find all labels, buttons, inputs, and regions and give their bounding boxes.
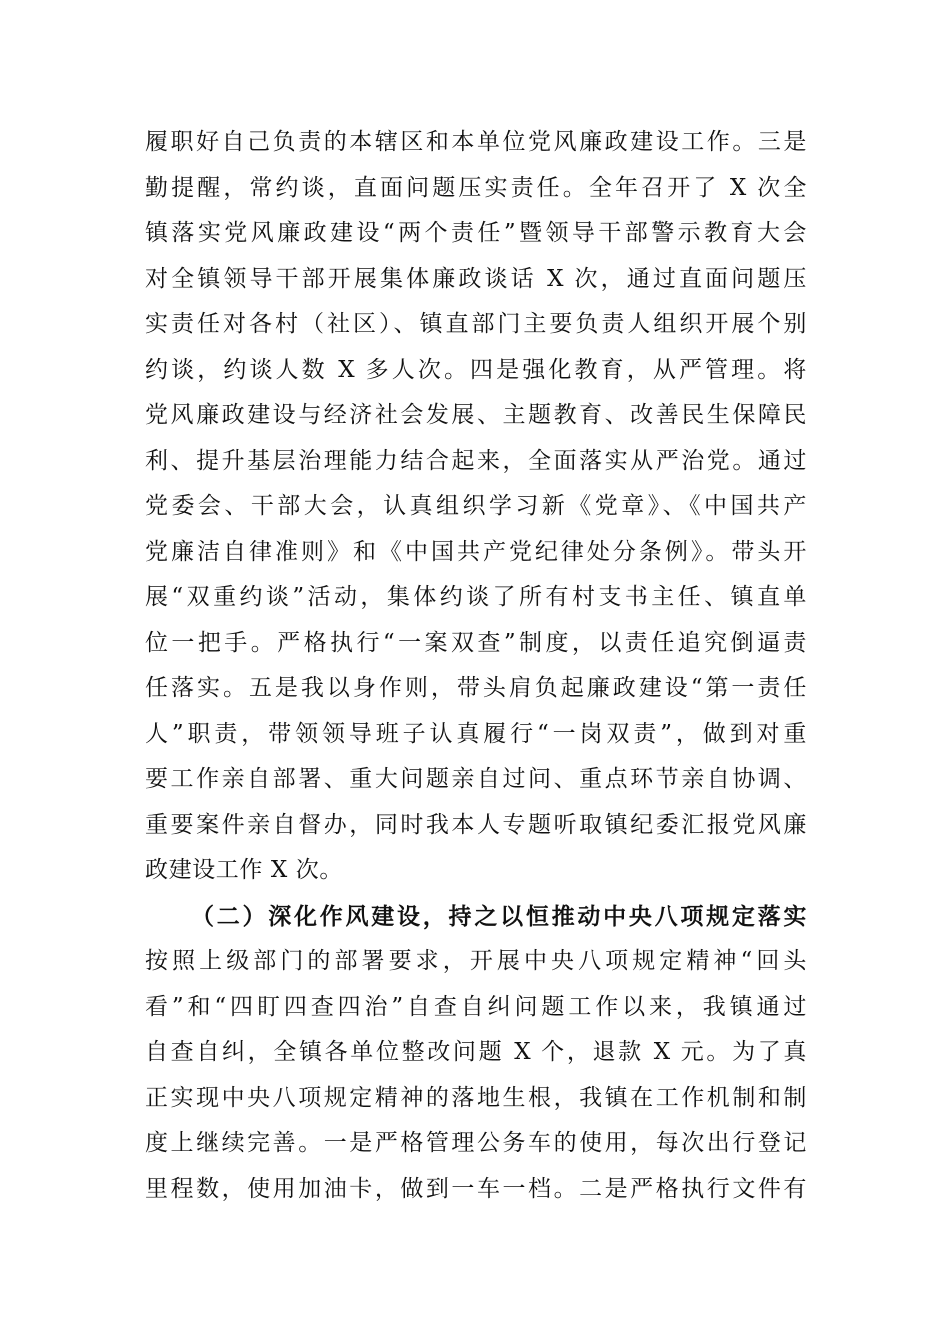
- text-line: 任落实。五是我以身作则，带头肩负起廉政建设“第一责任: [145, 675, 807, 701]
- text-line: 要工作亲自部署、重大问题亲自过问、重点环节亲自协调、: [145, 766, 807, 792]
- text-line: 里程数，使用加油卡，做到一车一档。二是严格执行文件有: [145, 1175, 807, 1202]
- text-line: 利、提升基层治理能力结合起来，全面落实从严治党。通过: [145, 447, 807, 474]
- text-line: 对全镇领导干部开展集体廉政谈话 X 次，通过直面问题压: [145, 265, 807, 292]
- text-line: 镇落实党风廉政建设“两个责任”暨领导干部警示教育大会: [145, 220, 807, 246]
- text-line: 重要案件亲自督办，同时我本人专题听取镇纪委汇报党风廉: [145, 811, 807, 838]
- text-line: 政建设工作 X 次。: [145, 857, 343, 883]
- text-line: 按照上级部门的部署要求，开展中央八项规定精神“回头: [145, 948, 807, 974]
- document-body: [145, 120, 807, 1212]
- text-line: 实责任对各村（社区）、镇直部门主要负责人组织开展个别: [145, 311, 807, 337]
- text-line: 展“双重约谈”活动，集体约谈了所有村支书主任、镇直单: [145, 584, 807, 610]
- text-line: 正实现中央八项规定精神的落地生根，我镇在工作机制和制: [145, 1084, 807, 1111]
- section-heading: （二）深化作风建设，持之以恒推动中央八项规定落实: [191, 902, 807, 930]
- text-line: 位一把手。严格执行“一案双查”制度，以责任追究倒逼责: [145, 629, 807, 656]
- text-line: 党廉洁自律准则》和《中国共产党纪律处分条例》。带头开: [145, 538, 807, 565]
- text-line: 度上继续完善。一是严格管理公务车的使用，每次出行登记: [145, 1130, 807, 1156]
- paragraph-1: [145, 120, 807, 894]
- text-line: 履职好自己负责的本辖区和本单位党风廉政建设工作。三是: [145, 129, 807, 155]
- text-line: 勤提醒，常约谈，直面问题压实责任。全年召开了 X 次全: [145, 174, 807, 201]
- text-line: 党委会、干部大会，认真组织学习新《党章》、《中国共产: [145, 493, 807, 519]
- paragraph-2: [145, 939, 807, 1212]
- text-line: 党风廉政建设与经济社会发展、主题教育、改善民生保障民: [145, 402, 807, 428]
- text-line: 自查自纠，全镇各单位整改问题 X 个，退款 X 元。为了真: [145, 1039, 807, 1065]
- text-line: 约谈，约谈人数 X 多人次。四是强化教育，从严管理。将: [145, 356, 807, 383]
- text-line: 人”职责，带领领导班子认真履行“一岗双责”，做到对重: [145, 720, 807, 747]
- text-line: 看”和“四盯四查四治”自查自纠问题工作以来，我镇通过: [145, 993, 807, 1020]
